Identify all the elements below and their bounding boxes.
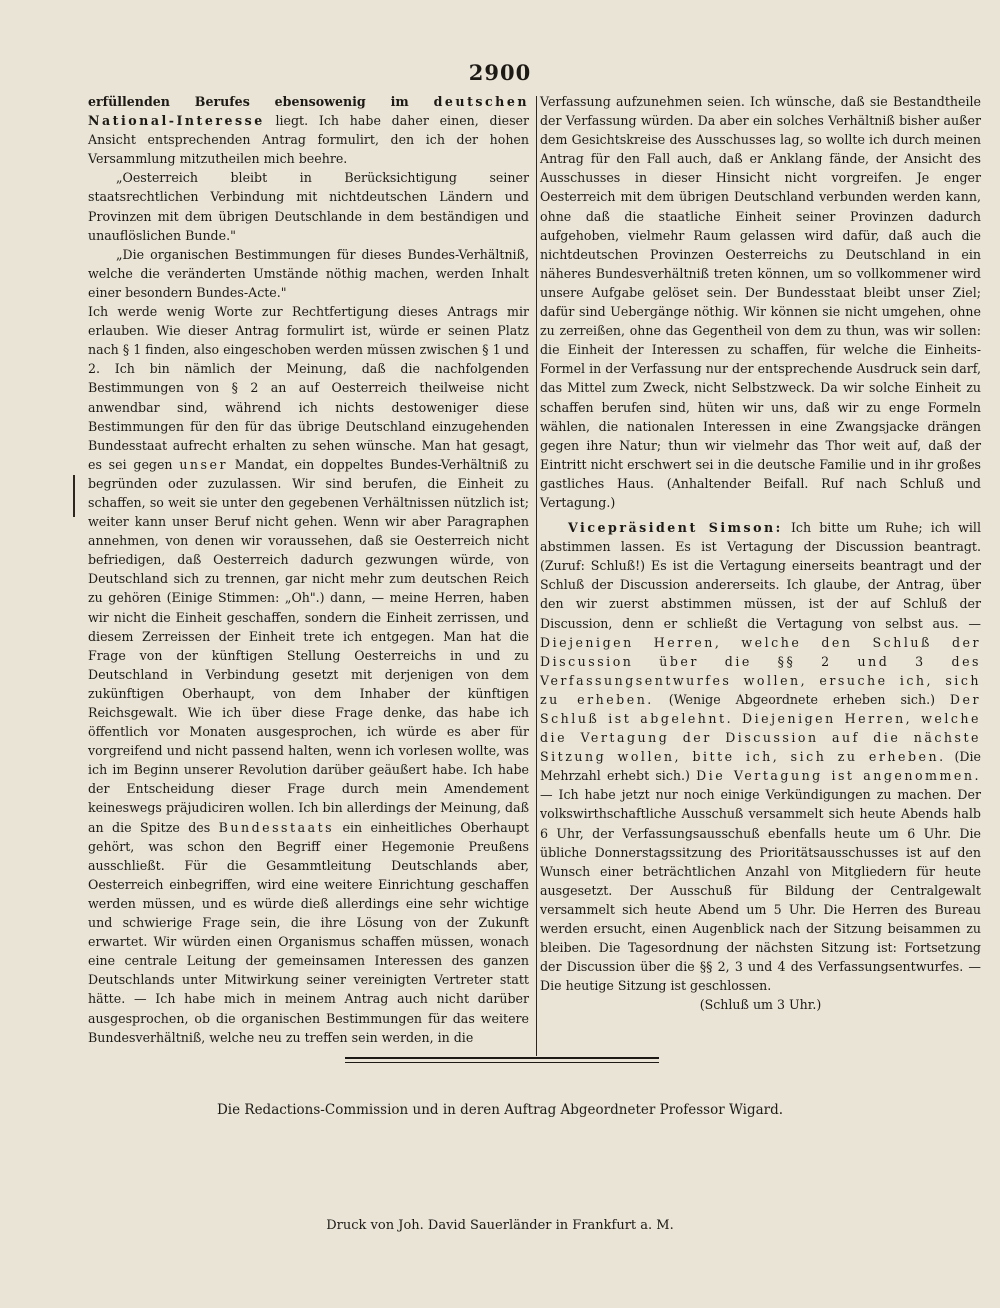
paragraph	[88, 168, 529, 244]
text-segment: Der Schluß ist abgelehnt. Diejenigen Herren, welche die Vertagung der Discussion auf die nächste Sitzung wollen, bitte ich, sich zu erheben.	[540, 691, 981, 765]
text-segment: Die Vertagung ist angenommen.	[696, 768, 981, 784]
text-segment: Bundesstaats	[218, 819, 335, 835]
text-segment: Ich werde wenig Worte zur Rechtfertigung dieses Antrags mir erlauben. Wie dieser Antrag formulirt ist, würde er seinen Platz nach § 1 finden, also eingeschoben werden müssen zwischen § 1 und 2. Ich bin nämlich der Meinung, daß die nachfolgenden Bestimmungen von § 2 an auf Oesterreich theilweise nicht anwendbar sind, während ich nichts destoweniger diese Bestimmungen für den für das übrige Deutschland einzugehenden Bundesstaat aufrecht erhalten zu sehen wünsche. Man hat gesagt, es sei gegen	[88, 304, 529, 472]
text-segment: „Oesterreich bleibt in Berücksichtigung seiner staatsrechtlichen Verbindung mit nichtdeutschen Ländern und Provinzen mit dem übrigen Deutschlande in dem beständigen und unauflöslichen Bunde."	[88, 170, 529, 243]
margin-mark	[73, 475, 75, 517]
separator-rule-thin	[345, 1062, 659, 1063]
text-segment: „Die organischen Bestimmungen für dieses Bundes-Verhältniß, welche die veränderten Umstände nöthig machen, werden Inhalt einer besondern Bundes-Acte."	[88, 246, 529, 300]
text-segment: Ich bitte um Ruhe; ich will abstimmen lassen. Es ist Vertagung der Discussion beantragt. (Zuruf: Schluß!) Es ist die Vertagung einerseits beantragt und der Schluß der Discussion andererseits. Ich glaube, der Antrag, über den wir zuerst abstimmen müssen, ist der auf Schluß der Discussion, denn er schließt die Vertagung von selbst aus. —	[540, 520, 981, 631]
text-segment: ein einheitliches Oberhaupt gehört, was schon den Begriff einer Hegemonie Preußens ausschließt. Für die Gesammtleitung Deutschlands aber, Oesterreich einbegriffen, wird eine weitere Einrichtung geschaffen werden müssen, und es würde dieß allerdings eine sehr wichtige und schwierige Frage sein, die ihre Lösung von der Zukunft erwartet. Wir würden einen Organismus schaffen müssen, wonach eine centrale Leitung der gemeinsamen Interessen des ganzen Deutschlands unter Mitwirkung seiner vereinigten Vertreter statt hätte. — Ich habe mich in meinem Antrag auch nicht darüber ausgesprochen, ob die organischen Bestimmungen für das weitere Bundesverhältniß, welche neu zu treffen sein werden, in die	[88, 819, 529, 1045]
paragraph	[540, 92, 981, 512]
paragraph	[88, 302, 529, 1047]
text-segment: liegt. Ich habe daher einen, dieser Ansicht entsprechenden Antrag formulirt, den ich der hohen Versammlung mitzutheilen mich beehre.	[88, 113, 529, 167]
text-segment: Vicepräsident Simson:	[568, 520, 783, 536]
paragraph	[88, 245, 529, 302]
session-closing-note: (Schluß um 3 Uhr.)	[699, 997, 822, 1013]
paragraph	[540, 518, 981, 995]
text-segment: Mandat, ein doppeltes Bundes-Verhältniß zu begründen oder zuzulassen. Wir sind berufen, die Einheit zu schaffen, so weit sie unter den gegebenen Verhältnissen nützlich ist; weiter kann unser Beruf nicht gehen. Wenn wir aber Paragraphen annehmen, von denen wir voraussehen, daß sie Oesterreich nicht befriedigen, daß Oesterreich dadurch gezwungen würde, von Deutschland sich zu trennen, gar nicht mehr zum deutschen Reich zu gehören (Einige Stimmen: „Oh".) dann, — meine Herren, haben wir nicht die Einheit geschaffen, sondern die Einheit zerrissen, und diesem Zerreissen der Einheit trete ich entgegen. Man hat die Frage von der künftigen Stellung Oesterreichs in und zu Deutschland in Verbindung gesetzt mit derjenigen von dem zukünftigen Oberhaupt, von dem Inhaber der künftigen Reichsgewalt. Wie ich über diese Frage denke, das habe ich öffentlich vor Monaten ausgesprochen, ich würde es aber für vorgreifend und nicht passend halten, wenn ich vorlesen wollte, was ich im Beginn unserer Revolution darüber geäußert habe. Ich habe der Entscheidung dieser Frage durch mein Amendement keineswegs präjudiciren wollen. Ich bin allerdings der Meinung, daß an die Spitze des	[88, 456, 529, 835]
right-column	[540, 92, 981, 1015]
page-number: 2900	[468, 60, 532, 85]
redaction-note: Die Redactions-Commission und in deren Auftrag Abgeordneter Professor Wigard.	[216, 1102, 784, 1118]
column-divider	[536, 96, 537, 1056]
right-column-text	[540, 92, 981, 995]
text-segment: — Ich habe jetzt nur noch einige Verkündigungen zu machen. Der volkswirthschaftliche Ausschuß versammelt sich heute Abends halb 6 Uhr, der Verfassungsausschuß ebenfalls heute um 6 Uhr. Die übliche Donnerstagssitzung des Prioritätsausschusses ist auf den Wunsch einer beträchtlichen Anzahl von Mitgliedern für heute ausgesetzt. Der Ausschuß für Bildung der Centralgewalt versammelt sich heute Abend um 5 Uhr. Die Herren des Bureau werden ersucht, einen Augenblick nach der Sitzung beisammen zu bleiben. Die Tagesordnung der nächsten Sitzung ist: Fortsetzung der Discussion über die §§ 2, 3 und 4 des Verfassungsentwurfes. — Die heutige Sitzung ist geschlossen.	[540, 787, 981, 994]
text-segment: unser	[179, 456, 228, 472]
left-column	[88, 92, 529, 1047]
text-segment: Verfassung aufzunehmen seien. Ich wünsche, daß sie Bestandtheile der Verfassung würden. Da aber ein solches Verhältniß bisher außer dem Gesichtskreise des Ausschusses lag, so wollte ich durch meinen Antrag für den Fall auch, daß er Anklang fände, der Ansicht des Ausschusses in dieser Hinsicht nicht vorgreifen. Je enger Oesterreich mit dem übrigen Deutschland verbunden werden kann, ohne daß die staatliche Einheit seiner Provinzen dadurch aufgehoben, vielmehr Raum gelassen wird dafür, daß auch die nichtdeutschen Provinzen Oesterreichs zu Deutschland in ein näheres Bundesverhältniß treten können, um so vollkommener wird unsere Aufgabe gelöset sein. Der Bundesstaat bleibt unser Ziel; dafür sind Uebergänge nöthig. Wir können sie nicht umgehen, ohne zu zerreißen, ohne das Gegentheil von dem zu thun, was wir sollen: die Einheit der Interessen zu schaffen, für welche die Einheits-Formel in der Verfassung nur der entsprechende Ausdruck sein darf, das Mittel zum Zweck, nicht Selbstzweck. Da wir solche Einheit zu schaffen berufen sind, hüten wir uns, daß wir zu enge Formeln wählen, die nationalen Interessen in eine Zwangsjacke drängen gegen ihre Natur; thun wir vielmehr das Thor weit auf, daß der Eintritt nicht erschwert sei in die deutsche Familie und in ihr großes gastliches Haus. (Anhaltender Beifall. Ruf nach Schluß und Vertagung.)	[540, 94, 981, 510]
paragraph	[88, 92, 529, 168]
text-segment: (Die Mehrzahl erhebt sich.)	[540, 749, 981, 784]
printer-imprint: Druck von Joh. David Sauerländer in Frankfurt a. M.	[326, 1218, 674, 1233]
separator-rule	[345, 1057, 659, 1059]
text-segment: deutschen National-Interesse	[88, 94, 529, 129]
text-segment: (Wenige Abgeordnete erheben sich.)	[653, 691, 950, 707]
text-segment: Diejenigen Herren, welche den Schluß der Discussion über die §§ 2 und 3 des Verfassungsentwurfes wollen, ersuche ich, sich zu erheben.	[540, 634, 981, 707]
text-segment: erfüllenden Berufes ebensowenig im	[88, 94, 434, 109]
